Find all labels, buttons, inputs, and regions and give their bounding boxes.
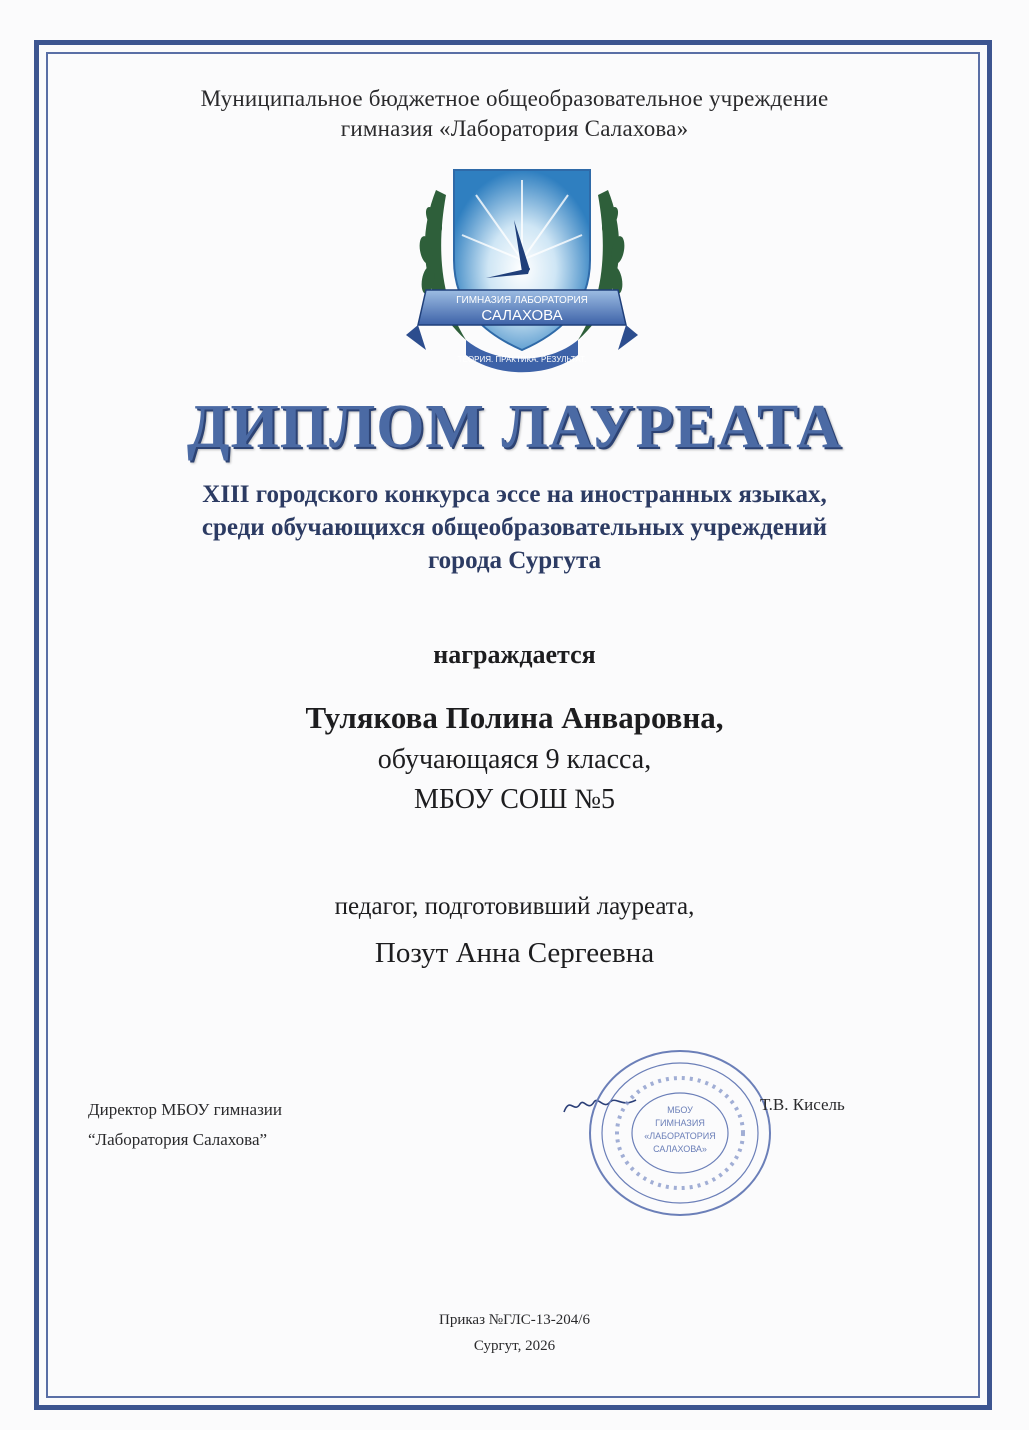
teacher-label: педагог, подготовивший лауреата,: [334, 893, 695, 920]
emblem-motto: ТЕОРИЯ. ПРАКТИКА. РЕЗУЛЬТАТ.: [457, 355, 587, 364]
subtitle-line-1: XIII городского конкурса эссе на иностранных языках,: [202, 481, 827, 508]
director-position-line-1: Директор МБОУ гимназии: [88, 1100, 282, 1119]
recipient-grade: обучающаяся 9 класса,: [377, 744, 652, 775]
director-signer-name: Т.В. Кисель: [760, 1095, 845, 1114]
official-seal-icon: [585, 1045, 775, 1220]
subtitle-line-3: города Сургута: [427, 547, 602, 574]
order-number: Приказ №ГЛС-13-204/6: [439, 1312, 590, 1328]
awarded-label: награждается: [433, 640, 596, 669]
institution-line-2: гимназия «Лаборатория Салахова»: [340, 116, 689, 141]
institution-line-1: Муниципальное бюджетное общеобразовательное учреждение: [200, 86, 829, 111]
subtitle-line-2: среди обучающихся общеобразовательных учреждений: [201, 514, 828, 541]
recipient-name: Тулякова Полина Анваровна,: [305, 700, 724, 735]
emblem-ribbon-main: САЛАХОВА: [481, 307, 563, 324]
director-position-line-2: “Лаборатория Салахова”: [88, 1130, 268, 1149]
seal-line-1: МБОУ: [667, 1105, 693, 1115]
diploma-title: ДИПЛОМ ЛАУРЕАТА: [186, 393, 843, 461]
director-position: [88, 1095, 282, 1155]
teacher-name: Позут Анна Сергеевна: [374, 937, 655, 969]
seal-line-3: «ЛАБОРАТОРИЯ: [644, 1131, 716, 1141]
seal-line-4: САЛАХОВА»: [653, 1144, 707, 1154]
place-and-year: Сургут, 2026: [473, 1338, 556, 1354]
gymnasium-emblem-icon: [396, 150, 648, 385]
emblem-ribbon-top: ГИМНАЗИЯ ЛАБОРАТОРИЯ: [456, 295, 588, 306]
recipient-school: МБОУ СОШ №5: [413, 784, 616, 815]
seal-line-2: ГИМНАЗИЯ: [655, 1118, 705, 1128]
